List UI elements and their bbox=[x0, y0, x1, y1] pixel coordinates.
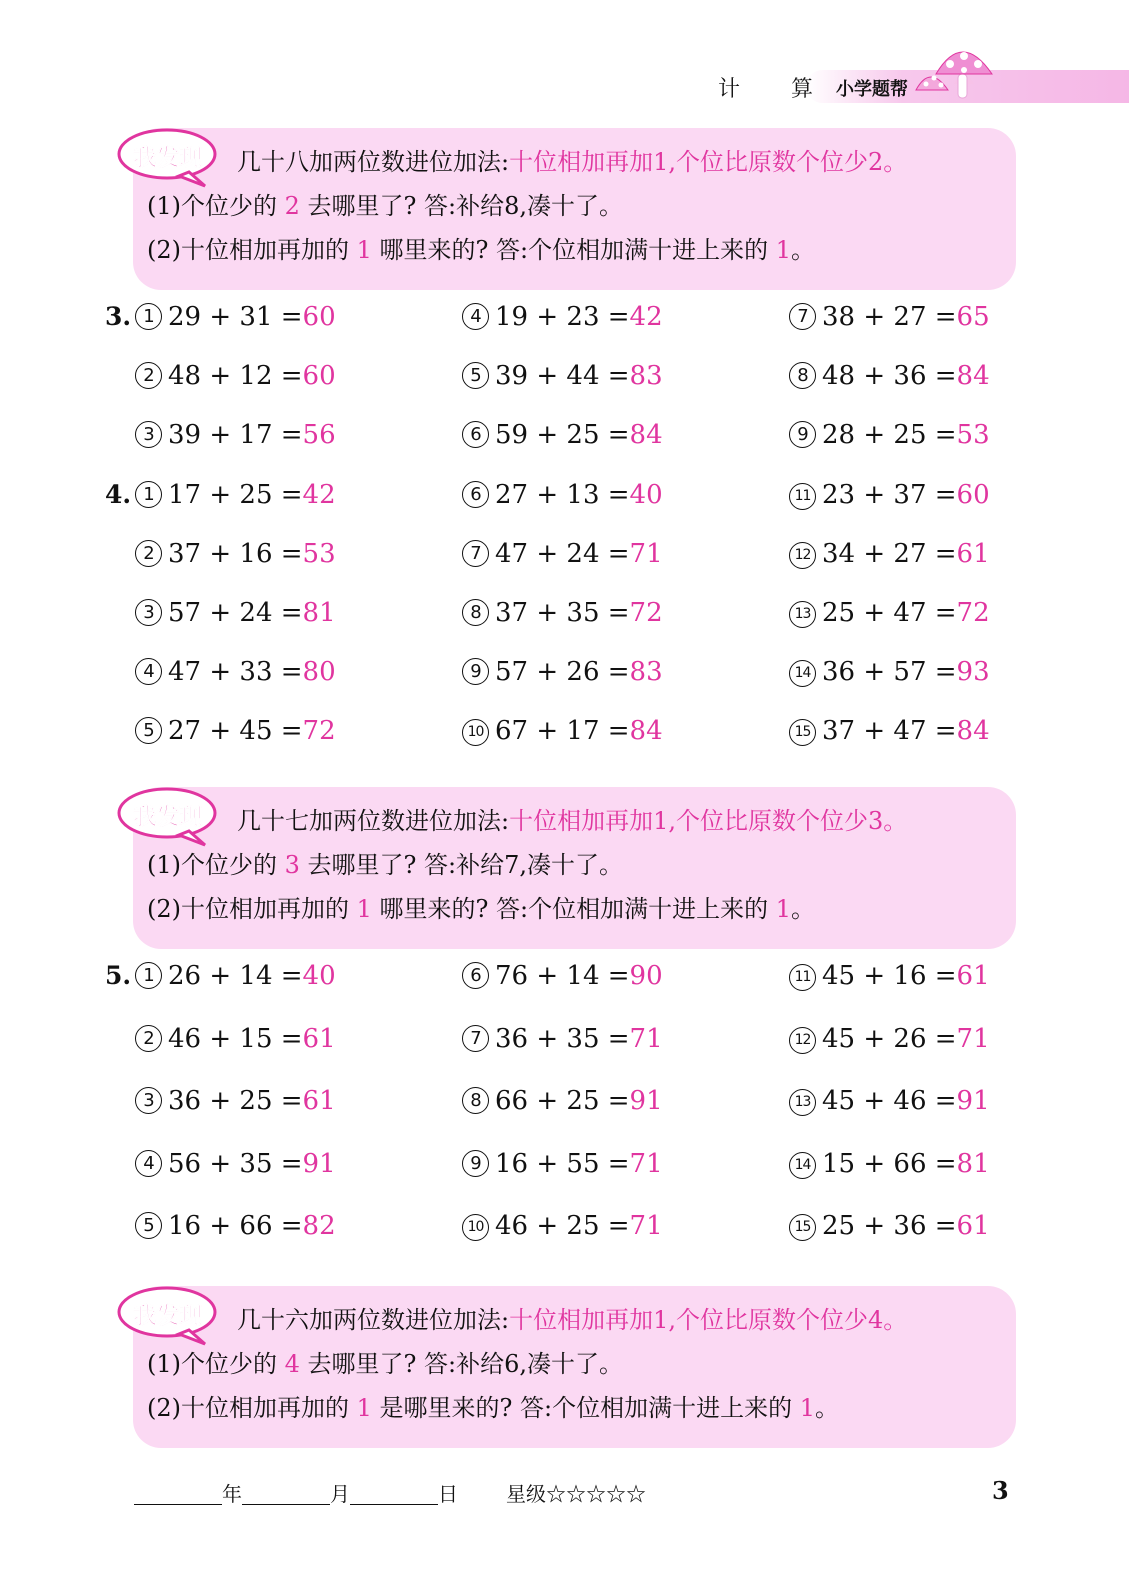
answer: 61 bbox=[302, 1086, 336, 1116]
equation: 45 + 16 = bbox=[822, 961, 957, 991]
exercise-item bbox=[135, 420, 336, 450]
badge bbox=[117, 1284, 219, 1342]
exercise-item bbox=[135, 1211, 336, 1241]
exercise-item bbox=[135, 480, 336, 510]
exercise-item bbox=[462, 302, 663, 332]
equation: 27 + 13 = bbox=[495, 480, 630, 510]
equation: 66 + 25 = bbox=[495, 1086, 630, 1116]
answer: 61 bbox=[302, 1023, 336, 1054]
answer: 90 bbox=[629, 961, 663, 991]
answer: 61 bbox=[956, 961, 990, 991]
item-number: 14 bbox=[789, 660, 816, 687]
equation: 47 + 33 = bbox=[168, 657, 303, 687]
exercise-item bbox=[462, 420, 663, 450]
item-number: 7 bbox=[462, 1025, 489, 1052]
answer: 81 bbox=[956, 1148, 990, 1179]
answer: 60 bbox=[956, 480, 990, 510]
item-number: 2 bbox=[135, 540, 162, 567]
day-blank[interactable] bbox=[350, 1482, 438, 1505]
item-number: 13 bbox=[789, 601, 816, 628]
item-number: 5 bbox=[135, 717, 162, 744]
answer: 72 bbox=[956, 598, 990, 628]
answer: 40 bbox=[629, 480, 663, 510]
item-number: 4 bbox=[135, 658, 162, 685]
answer: 71 bbox=[629, 1211, 663, 1241]
item-number: 15 bbox=[789, 719, 816, 746]
answer: 84 bbox=[629, 420, 663, 450]
month-blank[interactable] bbox=[242, 1482, 330, 1505]
exercise-item bbox=[135, 302, 336, 332]
equation: 36 + 57 = bbox=[822, 657, 957, 687]
answer: 71 bbox=[629, 1148, 663, 1179]
answer: 53 bbox=[956, 420, 990, 450]
exercise-item bbox=[789, 657, 990, 687]
exercise-item bbox=[462, 716, 663, 746]
answer: 60 bbox=[302, 361, 336, 391]
item-number: 1 bbox=[135, 303, 162, 330]
equation: 45 + 46 = bbox=[822, 1086, 957, 1116]
item-number: 4 bbox=[462, 303, 489, 330]
answer: 81 bbox=[302, 598, 336, 628]
tip-line-1: 几十六加两位数进位加法:十位相加再加1,个位比原数个位少4。 bbox=[237, 1306, 908, 1334]
badge-label: 我发现 bbox=[133, 804, 203, 830]
item-number: 10 bbox=[462, 719, 489, 746]
exercise-item bbox=[135, 716, 336, 746]
item-number: 7 bbox=[462, 540, 489, 567]
item-number: 12 bbox=[789, 542, 816, 569]
tip-line-3: (2)十位相加再加的 1 哪里来的? 答:个位相加满十进上来的 1。 bbox=[147, 895, 816, 923]
answer: 91 bbox=[629, 1086, 663, 1116]
tip-line-2: (1)个位少的 3 去哪里了? 答:补给7,凑十了。 bbox=[147, 851, 624, 879]
item-number: 2 bbox=[135, 1025, 162, 1052]
exercise-item bbox=[462, 1086, 663, 1116]
item-number: 8 bbox=[462, 599, 489, 626]
equation: 16 + 66 = bbox=[168, 1211, 303, 1241]
section-label-5: 5. bbox=[105, 961, 132, 990]
item-number: 8 bbox=[789, 362, 816, 389]
exercise-item bbox=[789, 480, 990, 510]
answer: 91 bbox=[302, 1148, 336, 1179]
tip-box-3 bbox=[133, 1286, 1016, 1448]
answer: 42 bbox=[629, 302, 663, 332]
exercise-item bbox=[135, 1086, 336, 1116]
year-label: 年 bbox=[222, 1482, 242, 1506]
page-footer bbox=[0, 1474, 1129, 1514]
answer: 83 bbox=[629, 361, 663, 391]
answer: 84 bbox=[956, 716, 990, 746]
exercise-item bbox=[135, 598, 336, 628]
equation: 16 + 55 = bbox=[495, 1148, 630, 1179]
equation: 46 + 25 = bbox=[495, 1211, 630, 1241]
item-number: 11 bbox=[789, 483, 816, 510]
answer: 53 bbox=[302, 539, 336, 569]
answer: 80 bbox=[302, 657, 336, 687]
tip-line-2: (1)个位少的 4 去哪里了? 答:补给6,凑十了。 bbox=[147, 1350, 624, 1378]
exercise-item bbox=[789, 1024, 990, 1054]
item-number: 7 bbox=[789, 303, 816, 330]
exercise-item bbox=[462, 1149, 663, 1179]
answer: 71 bbox=[629, 539, 663, 569]
item-number: 13 bbox=[789, 1089, 816, 1116]
item-number: 1 bbox=[135, 481, 162, 508]
tip-line-3: (2)十位相加再加的 1 哪里来的? 答:个位相加满十进上来的 1。 bbox=[147, 236, 816, 264]
item-number: 2 bbox=[135, 362, 162, 389]
answer: 71 bbox=[956, 1023, 990, 1054]
exercise-item bbox=[789, 961, 990, 991]
answer: 42 bbox=[302, 480, 336, 510]
page-number: 3 bbox=[992, 1476, 1009, 1505]
answer: 84 bbox=[629, 716, 663, 746]
equation: 57 + 26 = bbox=[495, 657, 630, 687]
item-number: 6 bbox=[462, 962, 489, 989]
equation: 25 + 47 = bbox=[822, 598, 957, 628]
answer: 84 bbox=[956, 361, 990, 391]
equation: 28 + 25 = bbox=[822, 420, 957, 450]
equation: 36 + 35 = bbox=[495, 1023, 630, 1054]
badge-label: 我发现 bbox=[133, 1303, 203, 1329]
equation: 59 + 25 = bbox=[495, 420, 630, 450]
equation: 27 + 45 = bbox=[168, 716, 303, 746]
badge-label: 我发现 bbox=[133, 145, 203, 171]
section-label-3: 3. bbox=[105, 302, 132, 331]
exercise-item bbox=[462, 961, 663, 991]
answer: 61 bbox=[956, 539, 990, 569]
tip-line-1: 几十七加两位数进位加法:十位相加再加1,个位比原数个位少3。 bbox=[237, 807, 908, 835]
header-title: 计 算 bbox=[718, 77, 835, 102]
equation: 26 + 14 = bbox=[168, 961, 303, 991]
exercise-item bbox=[789, 1086, 990, 1116]
exercise-item bbox=[135, 361, 336, 391]
exercise-item bbox=[135, 539, 336, 569]
tip-line-1: 几十八加两位数进位加法:十位相加再加1,个位比原数个位少2。 bbox=[237, 148, 908, 176]
header-brand: 小学题帮 bbox=[836, 79, 908, 100]
answer: 60 bbox=[302, 302, 336, 332]
item-number: 8 bbox=[462, 1087, 489, 1114]
equation: 48 + 36 = bbox=[822, 361, 957, 391]
exercise-item bbox=[789, 1211, 990, 1241]
exercise-item bbox=[789, 598, 990, 628]
exercise-item bbox=[789, 1149, 990, 1179]
item-number: 1 bbox=[135, 962, 162, 989]
exercise-item bbox=[135, 1024, 336, 1054]
exercise-item bbox=[789, 361, 990, 391]
date-line bbox=[134, 1478, 458, 1507]
equation: 56 + 35 = bbox=[168, 1148, 303, 1179]
equation: 37 + 47 = bbox=[822, 716, 957, 746]
item-number: 5 bbox=[135, 1212, 162, 1239]
answer: 93 bbox=[956, 657, 990, 687]
item-number: 14 bbox=[789, 1152, 816, 1179]
item-number: 6 bbox=[462, 421, 489, 448]
equation: 37 + 16 = bbox=[168, 539, 303, 569]
item-number: 10 bbox=[462, 1214, 489, 1241]
answer: 40 bbox=[302, 961, 336, 991]
day-label: 日 bbox=[438, 1482, 458, 1506]
exercise-item bbox=[789, 716, 990, 746]
rating-label: 星级☆☆☆☆☆ bbox=[506, 1482, 646, 1506]
answer: 61 bbox=[956, 1211, 990, 1241]
exercise-item bbox=[789, 302, 990, 332]
equation: 57 + 24 = bbox=[168, 598, 303, 628]
badge bbox=[117, 785, 219, 843]
exercise-item bbox=[135, 1149, 336, 1179]
answer: 82 bbox=[302, 1211, 336, 1241]
equation: 34 + 27 = bbox=[822, 539, 957, 569]
answer: 65 bbox=[956, 302, 990, 332]
item-number: 6 bbox=[462, 481, 489, 508]
answer: 91 bbox=[956, 1086, 990, 1116]
tip-box-2 bbox=[133, 787, 1016, 949]
equation: 37 + 35 = bbox=[495, 598, 630, 628]
equation: 38 + 27 = bbox=[822, 302, 957, 332]
exercise-item bbox=[462, 598, 663, 628]
item-number: 15 bbox=[789, 1214, 816, 1241]
equation: 76 + 14 = bbox=[495, 961, 630, 991]
item-number: 12 bbox=[789, 1027, 816, 1054]
exercise-item bbox=[462, 539, 663, 569]
exercise-item bbox=[462, 361, 663, 391]
exercise-item bbox=[462, 657, 663, 687]
answer: 72 bbox=[629, 598, 663, 628]
item-number: 5 bbox=[462, 362, 489, 389]
exercise-item bbox=[462, 1211, 663, 1241]
exercise-item bbox=[135, 657, 336, 687]
equation: 67 + 17 = bbox=[495, 716, 630, 746]
tip-line-2: (1)个位少的 2 去哪里了? 答:补给8,凑十了。 bbox=[147, 192, 624, 220]
exercise-item bbox=[135, 961, 336, 991]
month-label: 月 bbox=[330, 1482, 350, 1506]
equation: 25 + 36 = bbox=[822, 1211, 957, 1241]
item-number: 9 bbox=[789, 421, 816, 448]
exercise-item bbox=[789, 420, 990, 450]
exercise-item bbox=[462, 1024, 663, 1054]
equation: 48 + 12 = bbox=[168, 361, 303, 391]
equation: 15 + 66 = bbox=[822, 1148, 957, 1179]
equation: 23 + 37 = bbox=[822, 480, 957, 510]
equation: 47 + 24 = bbox=[495, 539, 630, 569]
equation: 39 + 17 = bbox=[168, 420, 303, 450]
answer: 83 bbox=[629, 657, 663, 687]
equation: 19 + 23 = bbox=[495, 302, 630, 332]
mushroom-icon bbox=[914, 44, 1004, 104]
equation: 36 + 25 = bbox=[168, 1086, 303, 1116]
section-label-4: 4. bbox=[105, 480, 132, 509]
item-number: 9 bbox=[462, 658, 489, 685]
tip-line-3: (2)十位相加再加的 1 是哪里来的? 答:个位相加满十进上来的 1。 bbox=[147, 1394, 840, 1422]
item-number: 11 bbox=[789, 964, 816, 991]
exercise-item bbox=[789, 539, 990, 569]
item-number: 3 bbox=[135, 421, 162, 448]
page-header bbox=[0, 62, 1129, 110]
item-number: 3 bbox=[135, 599, 162, 626]
answer: 56 bbox=[302, 420, 336, 450]
item-number: 4 bbox=[135, 1150, 162, 1177]
answer: 71 bbox=[629, 1023, 663, 1054]
item-number: 9 bbox=[462, 1150, 489, 1177]
equation: 39 + 44 = bbox=[495, 361, 630, 391]
equation: 45 + 26 = bbox=[822, 1023, 957, 1054]
equation: 46 + 15 = bbox=[168, 1023, 303, 1054]
answer: 72 bbox=[302, 716, 336, 746]
exercise-item bbox=[462, 480, 663, 510]
equation: 17 + 25 = bbox=[168, 480, 303, 510]
badge bbox=[117, 126, 219, 184]
equation: 29 + 31 = bbox=[168, 302, 303, 332]
tip-box-1 bbox=[133, 128, 1016, 290]
year-blank[interactable] bbox=[134, 1482, 222, 1505]
item-number: 3 bbox=[135, 1087, 162, 1114]
